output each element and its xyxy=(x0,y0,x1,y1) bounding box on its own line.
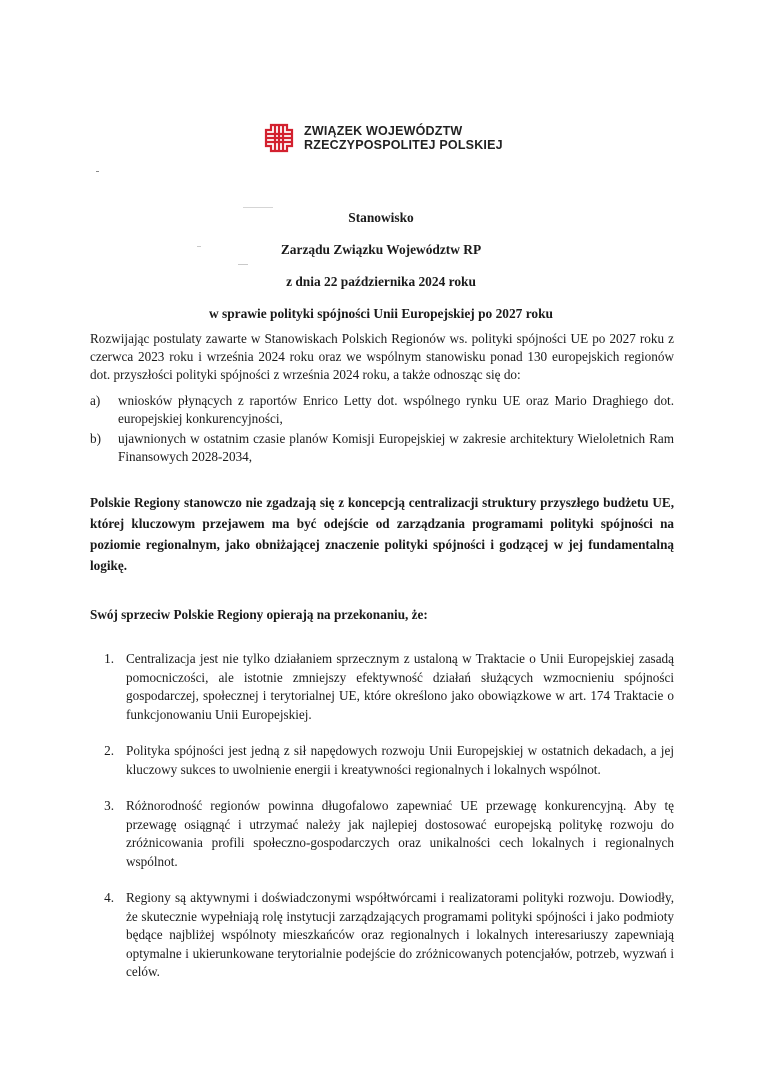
list-item-text: Regiony są aktywnymi i doświadczonymi współtwórcami i realizatorami polityki rozwoju. Dowiodły, że skutecznie wypełniają rolę instytucji zarządzających programami polityki spójności i jako podmioty będące najbliżej wspólnoty mieszkańców oraz regionalnych i lokalnych interesariuszy zapewniają optymalne i ukierunkowane terytorialnie podejście do zróżnicowanych potencjałów, potrzeb, wyzwań i celów. xyxy=(126,890,674,979)
list-item xyxy=(90,650,674,724)
list-marker: a) xyxy=(90,393,101,408)
title-line-4: w sprawie polityki spójności Unii Europejskiej po 2027 roku xyxy=(209,306,553,321)
list-marker: 3. xyxy=(104,798,114,813)
organization-name-line2: RZECZYPOSPOLITEJ POLSKIEJ xyxy=(304,138,503,152)
organization-name xyxy=(304,124,503,152)
organization-name-line1: ZWIĄZEK WOJEWÓDZTW xyxy=(304,124,463,138)
list-marker: 1. xyxy=(104,651,114,666)
scan-speck xyxy=(96,171,99,172)
list-marker: b) xyxy=(90,431,101,446)
intro-paragraph: Rozwijając postulaty zawarte w Stanowiskach Polskich Regionów ws. polityki spójności UE po 2027 roku z czerwca 2023 roku i września 2024 roku oraz we wspólnym stanowisku ponad 130 europejskich regionów dot. przyszłości polityki spójności z września 2024 roku, a także odnosząc się do: xyxy=(90,331,674,382)
title-line-3: z dnia 22 października 2024 roku xyxy=(286,274,476,289)
list-item xyxy=(90,430,674,466)
list-item-text: Centralizacja jest nie tylko działaniem sprzecznym z ustaloną w Traktacie o Unii Europejskiej zasadą pomocniczości, ale istotnie zmniejszy efektywność działań służących wzmocnieniu spójności gospodarczej, społecznej i terytorialnej UE, które określono jako obowiązkowe w art. 174 Traktacie o funkcjonowaniu Unii Europejskiej. xyxy=(126,651,674,722)
alpha-list xyxy=(90,392,674,466)
list-marker: 4. xyxy=(104,890,114,905)
list-item-text: wniosków płynących z raportów Enrico Letty dot. wspólnego rynku UE oraz Mario Draghiego dot. europejskiej konkurencyjności, xyxy=(118,393,674,426)
list-item-text: ujawnionych w ostatnim czasie planów Komisji Europejskiej w zakresie architektury Wieloletnich Ram Finansowych 2028-2034, xyxy=(118,431,674,464)
grid-logo-icon xyxy=(262,121,296,155)
list-item xyxy=(90,392,674,428)
list-marker: 2. xyxy=(104,743,114,758)
list-item-text: Różnorodność regionów powinna długofalowo zapewniać UE przewagę konkurencyjną. Aby tę przewagę osiągnąć i utrzymać należy jak najlepiej dostosować europejską politykę rozwoju do zróżnicowania profili społeczno-gospodarczych oraz unikalności cech lokalnych i regionalnych wspólnot. xyxy=(126,798,674,869)
title-line-2: Zarządu Związku Województw RP xyxy=(280,242,482,257)
list-item xyxy=(90,742,674,779)
main-statement: Polskie Regiony stanowczo nie zgadzają się z koncepcją centralizacji struktury przyszłego budżetu UE, której kluczowym przejawem ma być odejście od zarządzania programami polityki spójności na poziomie regionalnym, jako obniżającej znaczenie polityki spójności i godzącej w jej fundamentalną logikę. xyxy=(90,495,674,573)
document-title xyxy=(0,205,762,327)
document-body xyxy=(90,330,674,1000)
numbered-list xyxy=(90,650,674,982)
list-item xyxy=(90,889,674,982)
list-item xyxy=(90,797,674,871)
organization-logo xyxy=(262,121,503,155)
lead-in: Swój sprzeciw Polskie Regiony opierają na przekonaniu, że: xyxy=(90,607,428,622)
list-item-text: Polityka spójności jest jedną z sił napędowych rozwoju Unii Europejskiej w ostatnich dekadach, a jej kluczowy sukces to uwolnienie energii i kreatywności regionalnych i lokalnych wspólnot. xyxy=(126,743,674,777)
title-line-1: Stanowisko xyxy=(348,210,414,225)
